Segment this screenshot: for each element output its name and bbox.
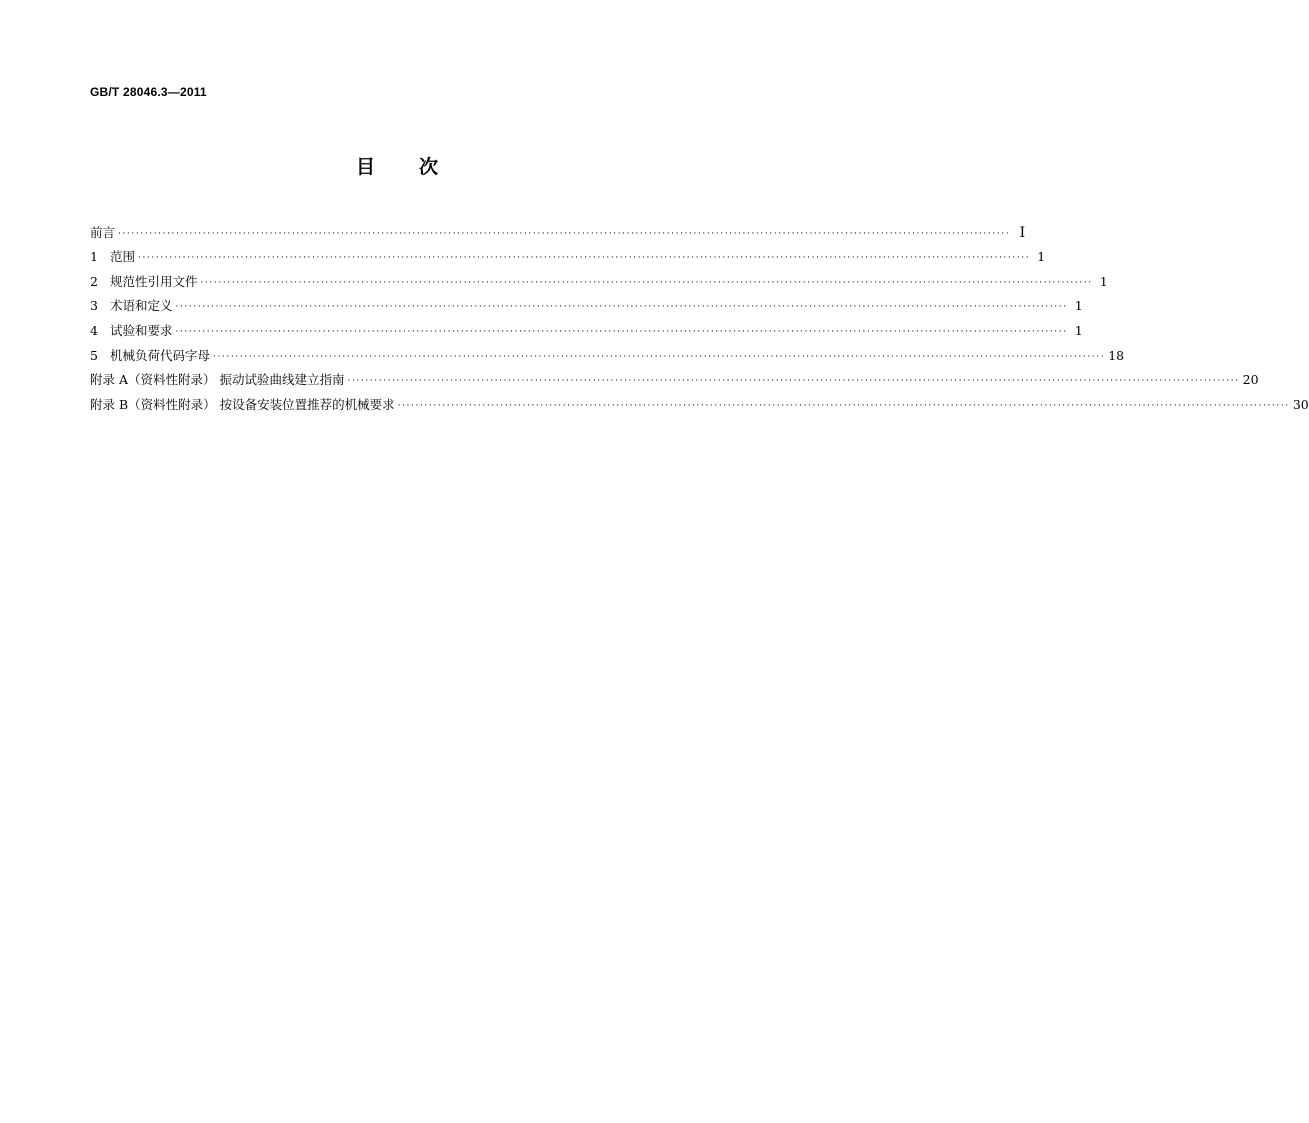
toc-entry-page: 1 (1099, 273, 1108, 289)
toc-entry-label: 规范性引用文件 (110, 273, 198, 289)
toc-leader-dots: ········································································································································································································ (200, 277, 1093, 288)
toc-entry-scope[interactable] (90, 241, 1046, 266)
toc-entry-label: 试验和要求 (110, 322, 173, 338)
toc-leader-dots: ········································································································································································································ (175, 326, 1068, 337)
page-title: 目次 (355, 156, 482, 178)
toc-entry-number: 4 (90, 322, 98, 338)
toc-entry-normative-references[interactable] (90, 265, 1108, 290)
toc-entry-page: 20 (1242, 372, 1259, 388)
standard-code: GB/T 28046.3—2011 (90, 85, 207, 99)
toc-entry-page: 18 (1108, 347, 1125, 363)
toc-entry-label: 机械负荷代码字母 (110, 347, 211, 363)
toc-entry-terms-definitions[interactable] (90, 290, 1083, 315)
toc-entry-annex-b[interactable] (90, 388, 1309, 413)
toc-leader-dots: ········································································································································································································ (175, 302, 1068, 313)
toc-leader-dots: ········································································································································································································ (138, 253, 1031, 264)
toc-entry-number: 2 (90, 273, 98, 289)
table-of-contents (90, 216, 1309, 413)
toc-entry-label: 术语和定义 (110, 298, 173, 314)
toc-entry-annex-a[interactable] (90, 364, 1259, 389)
toc-entry-page: 1 (1074, 322, 1083, 338)
toc-entry-number: 3 (90, 298, 98, 314)
toc-entry-label: 前言 (90, 224, 116, 240)
toc-entry-foreword[interactable] (90, 216, 1026, 241)
toc-entry-tests-requirements[interactable] (90, 314, 1083, 339)
toc-entry-page: 1 (1074, 298, 1083, 314)
toc-entry-number: 1 (90, 249, 98, 265)
toc-entry-page: 1 (1037, 249, 1046, 265)
toc-entry-label: 附录 B（资料性附录） 按设备安装位置推荐的机械要求 (90, 396, 395, 412)
toc-leader-dots: ········································································································································································································ (213, 351, 1106, 362)
toc-entry-label: 范围 (110, 249, 136, 265)
toc-entry-page: 30 (1292, 396, 1309, 412)
toc-entry-page: Ⅰ (1019, 224, 1026, 241)
toc-leader-dots: ········································································································································································································ (397, 400, 1290, 411)
toc-entry-number: 5 (90, 347, 98, 363)
toc-entry-code-letters[interactable] (90, 339, 1125, 364)
toc-leader-dots: ········································································································································································································ (118, 228, 1011, 239)
toc-entry-label: 附录 A（资料性附录） 振动试验曲线建立指南 (90, 372, 345, 388)
toc-leader-dots: ········································································································································································································ (347, 376, 1240, 387)
